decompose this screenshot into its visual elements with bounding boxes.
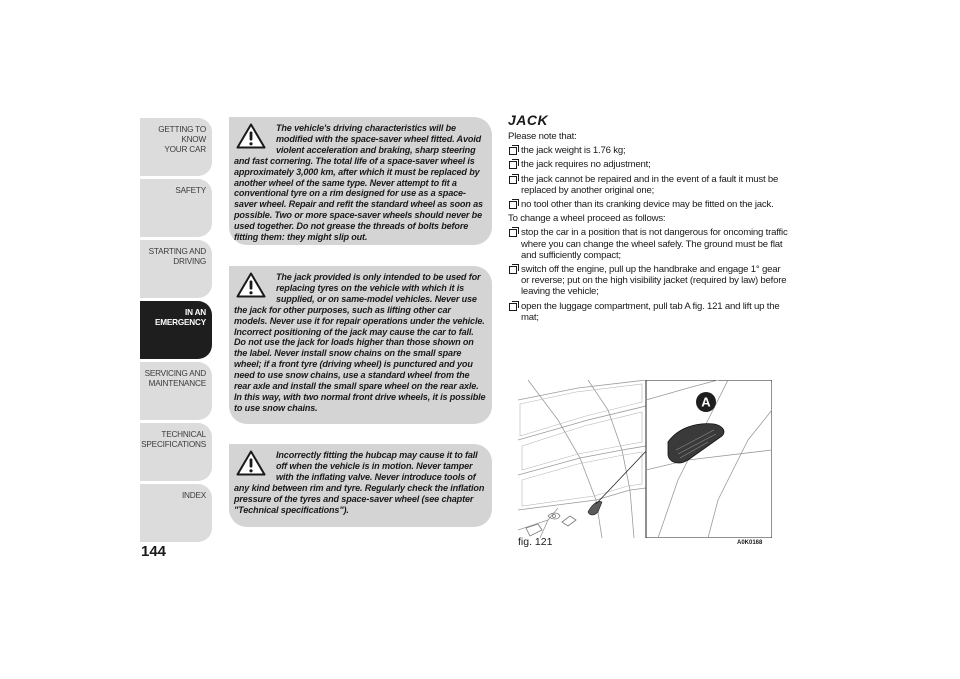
intro-text: Please note that:: [508, 131, 577, 142]
list-item-text: switch off the engine, pull up the handbrake and engage 1° gear or reverse; put on the high visibility jacket (required by law) before leaving the vehicle;: [521, 264, 787, 298]
tab-label-line: IN AN: [185, 308, 206, 317]
page-number: 144: [141, 543, 167, 560]
tab-getting-to-know-your-car[interactable]: [140, 118, 212, 176]
tab-label-line: TECHNICAL: [161, 430, 206, 439]
tab-safety[interactable]: [140, 179, 212, 237]
list-item: [508, 264, 788, 298]
figure-caption: fig. 121: [518, 536, 553, 548]
tab-label-line: STARTING AND: [148, 247, 206, 256]
tab-label-line: DRIVING: [173, 257, 206, 266]
tab-servicing-and-maintenance[interactable]: [140, 362, 212, 420]
figure-luggage-mat-tab: [518, 380, 772, 538]
warning-box-jack-use: [229, 266, 492, 424]
tab-label-line: EMERGENCY: [155, 318, 206, 327]
tab-starting-and-driving[interactable]: [140, 240, 212, 298]
list-item: [508, 145, 788, 156]
warning-text: Incorrectly fitting the hubcap may cause it to fall off when the vehicle is in motion. Never tamper with the inflating valve. Never introduce tools of any kind between rim and tyre. Regularly check the inflation pressure of the tyres and space-saver wheel (see chapter "Technical specifications").: [234, 450, 485, 515]
list-item: [508, 301, 788, 323]
checkbox-bullet-icon: [509, 303, 517, 311]
warning-text: The jack provided is only intended to be used for replacing tyres on the vehicle with which it is supplied, or on same-model vehicles. Never use the jack for other purposes, such as lifting other car models. Never use it for repair operations under the vehicle. Incorrect positioning of the jack may cause the car to fall. Do not use the jack for loads higher than those shown on the label. Never install snow chains on the small spare wheel; if a front tyre (driving wheel) is punctured and you need to use snow chains, use a standard wheel from the rear axle and install the small spare wheel on the rear axle. In this way, with two normal front drive wheels, it is possible to use snow chains.: [234, 272, 486, 413]
callout-a-label: A: [701, 394, 711, 410]
checkbox-bullet-icon: [509, 229, 517, 237]
jack-section: [508, 112, 788, 326]
warning-text: The vehicle's driving characteristics will be modified with the space-saver wheel fitted. Avoid violent acceleration and braking, sharp steering and fast cornering. The total life of a space-saver wheel is approximately 3,000 km, after which it must be replaced by another wheel of the same type. Never attempt to fit a conventional tyre on a rim designed for use as a space-saver wheel. Repair and refit the standard wheel as soon as possible. Two or more space-saver wheels should never be used together. Do not grease the threads of bolts before fitting them: they might slip out.: [234, 123, 483, 243]
checkbox-bullet-icon: [509, 161, 517, 169]
list-item: [508, 174, 788, 196]
list-item-text: the jack weight is 1.76 kg;: [521, 145, 626, 157]
list-item: [508, 159, 788, 170]
checkbox-bullet-icon: [509, 201, 517, 209]
tab-label-line: YOUR CAR: [164, 145, 206, 154]
warning-triangle-icon: [236, 123, 266, 149]
tab-label-line: MAINTENANCE: [148, 379, 206, 388]
list-item-text: no tool other than its cranking device may be fitted on the jack.: [521, 199, 774, 211]
checkbox-bullet-icon: [509, 176, 517, 184]
figure-code: A0K0168: [737, 540, 763, 546]
tab-label-line: GETTING TO KNOW: [158, 125, 206, 144]
list-item: [508, 227, 788, 261]
warning-triangle-icon: [236, 450, 266, 476]
warning-box-space-saver: [229, 117, 492, 245]
luggage-compartment-illustration: [518, 380, 772, 538]
list-item-text: the jack requires no adjustment;: [521, 159, 651, 171]
tab-label-line: SERVICING AND: [144, 369, 206, 378]
tab-label-line: INDEX: [181, 491, 206, 500]
checkbox-bullet-icon: [509, 147, 517, 155]
tab-in-an-emergency[interactable]: [140, 301, 212, 359]
tab-technical-specifications[interactable]: [140, 423, 212, 481]
warning-triangle-icon: [236, 272, 266, 298]
warning-box-hubcap: [229, 444, 492, 527]
section-heading: JACK: [508, 112, 549, 128]
tab-index[interactable]: [140, 484, 212, 542]
procedure-intro: To change a wheel proceed as follows:: [508, 213, 666, 225]
list-item-text: open the luggage compartment, pull tab A fig. 121 and lift up the mat;: [521, 300, 780, 323]
tab-label-line: SPECIFICATIONS: [141, 440, 206, 449]
list-item-text: stop the car in a position that is not dangerous for oncoming traffic where you can change the wheel safely. The ground must be flat and sufficiently compact;: [521, 227, 788, 261]
checkbox-bullet-icon: [509, 266, 517, 274]
list-item: [508, 199, 788, 210]
tab-label-line: SAFETY: [175, 186, 206, 195]
list-item-text: the jack cannot be repaired and in the event of a fault it must be replaced by another original one;: [521, 173, 779, 196]
